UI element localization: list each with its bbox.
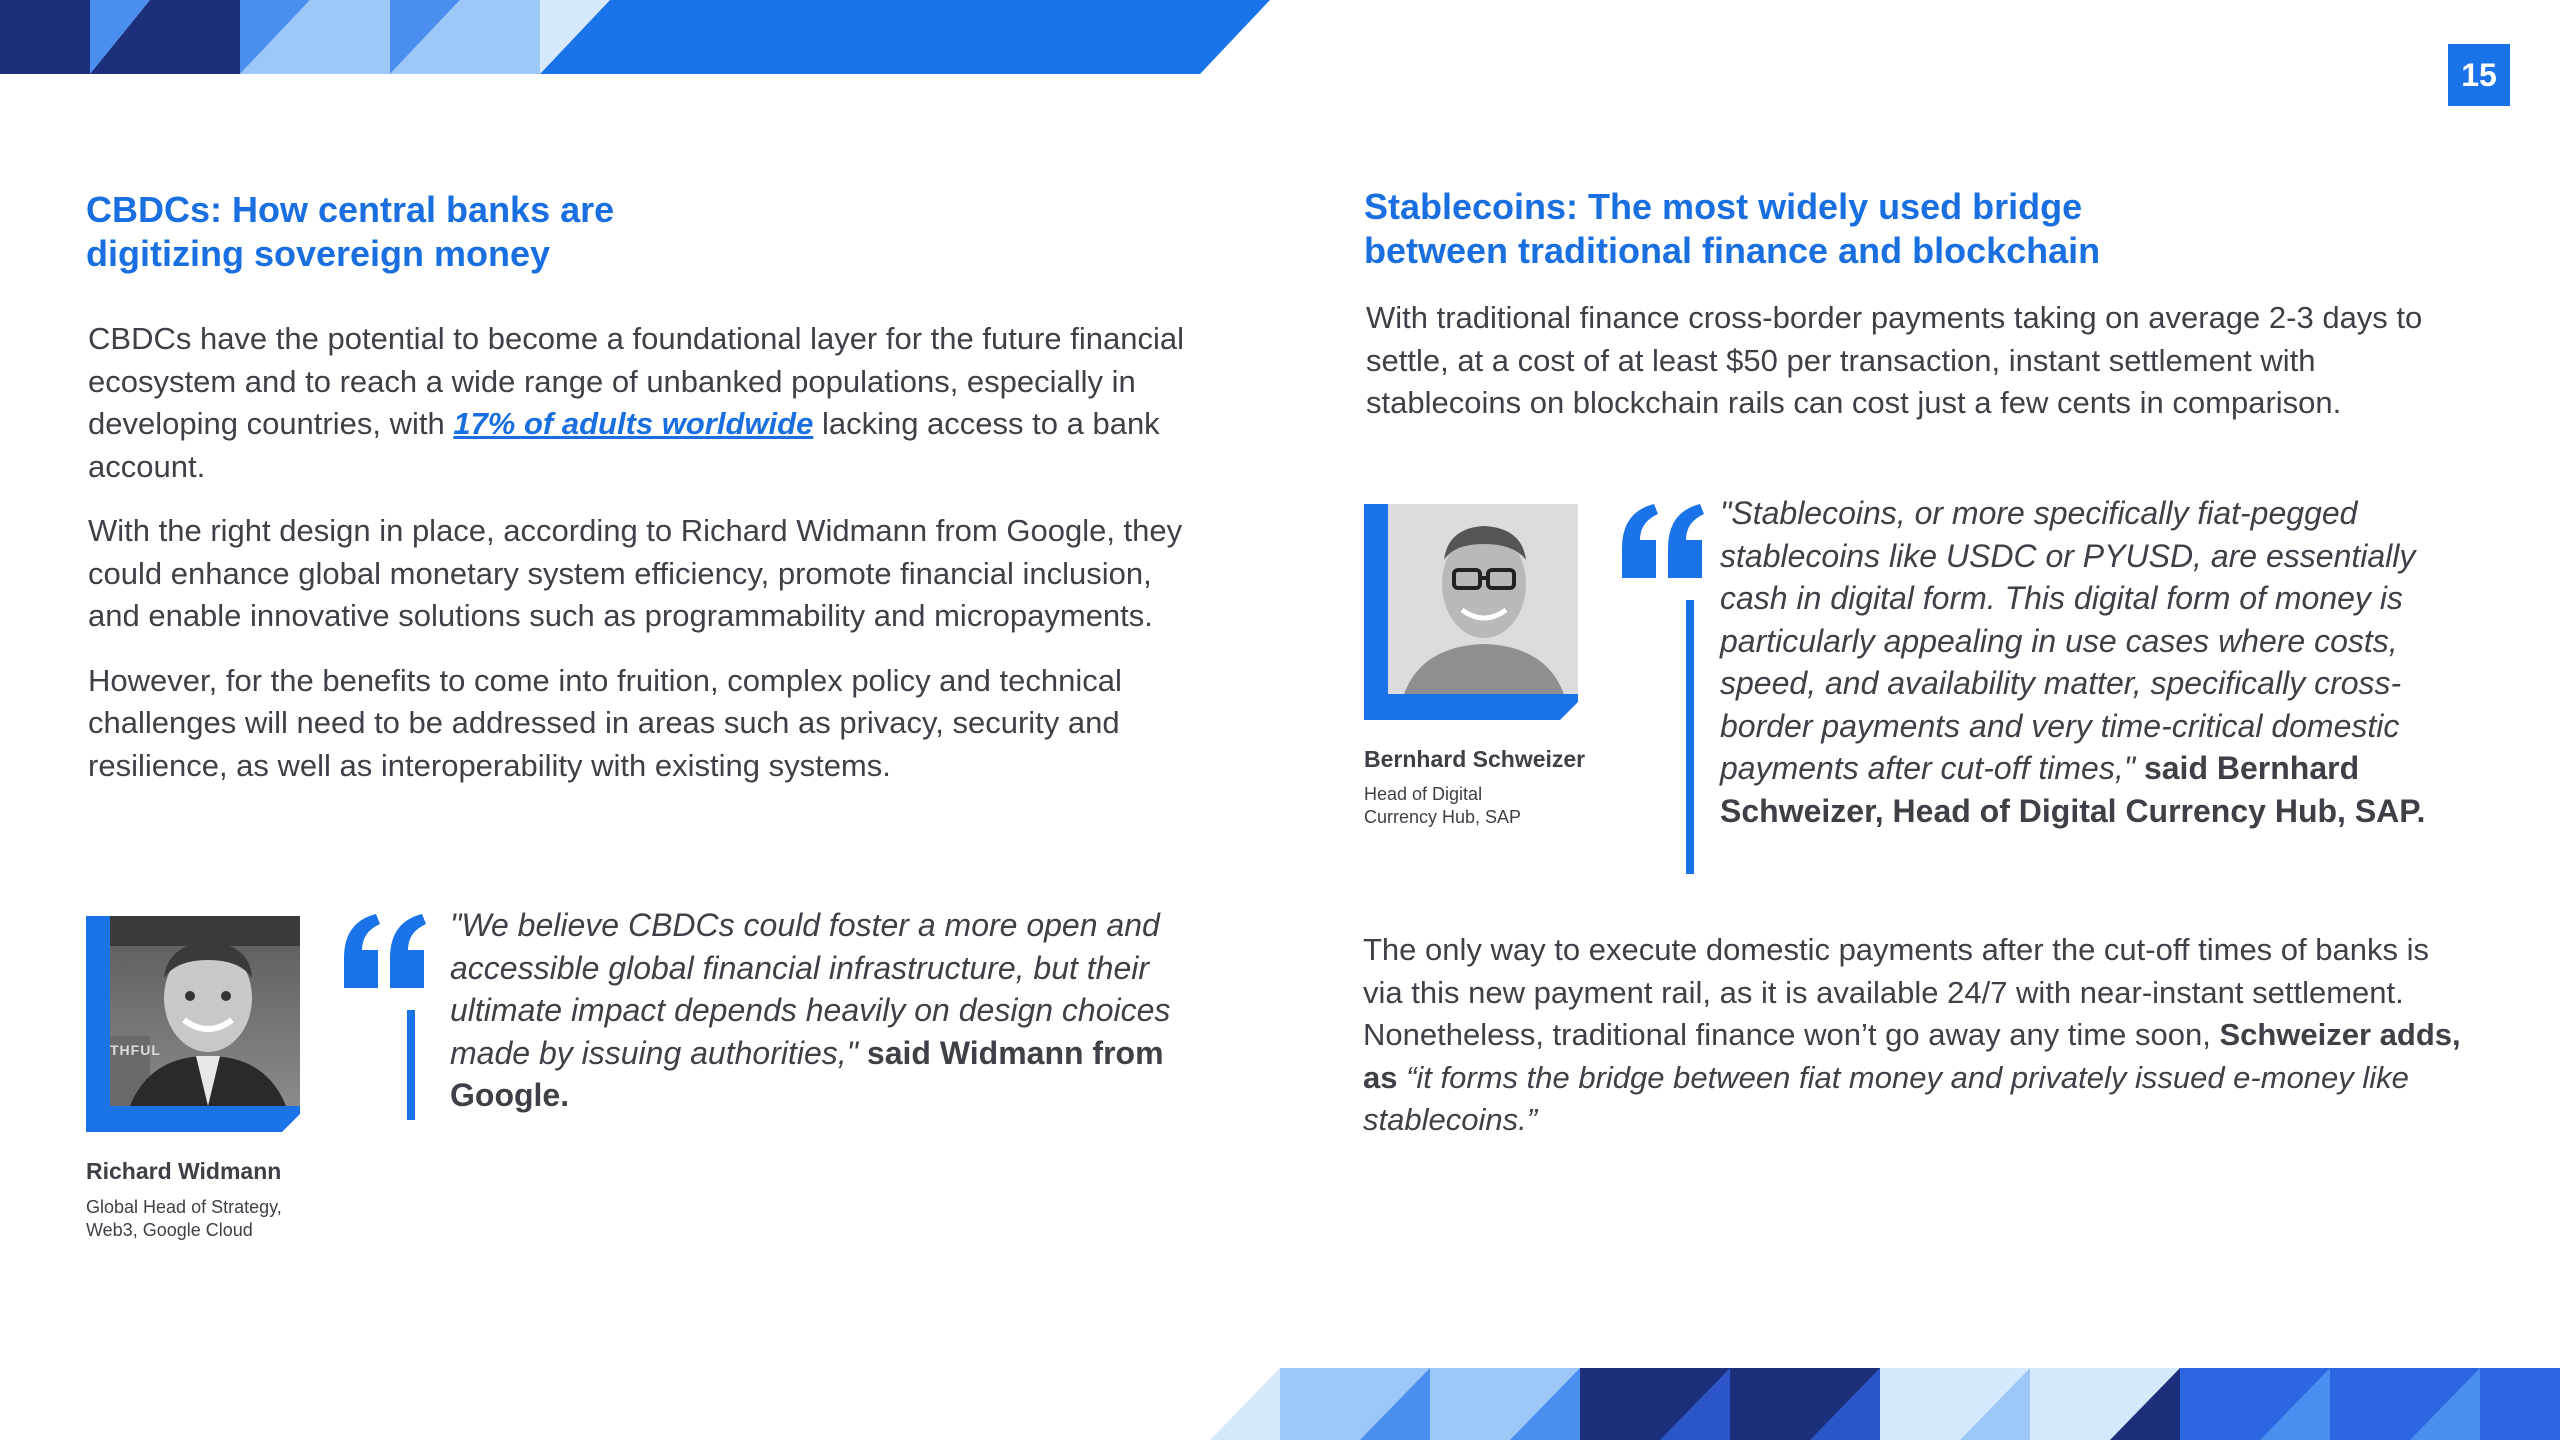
left-heading-line2: digitizing sovereign money <box>86 233 551 274</box>
right-heading-line2: between traditional finance and blockchain <box>1364 230 2101 271</box>
right-body-2 <box>1363 929 2473 1164</box>
right-heading-line1: Stablecoins: The most widely used bridge <box>1364 186 2083 227</box>
left-quote-attribution: said Widmann from Google. <box>450 1034 1164 1113</box>
right-role-line1: Head of Digital <box>1364 784 1483 804</box>
left-role-line1: Global Head of Strategy, <box>86 1197 282 1217</box>
left-person-name: Richard Widmann <box>86 1158 282 1184</box>
right-paragraph-2 <box>1363 929 2473 1142</box>
left-p1-before: CBDCs have the potential to become a foundational layer for the future financial ecosystem and to reach a wide range of unbanked populations, especially in developing countries, with <box>88 321 1184 441</box>
left-paragraph-1 <box>88 318 1188 488</box>
bottom-decorative-banner <box>1210 1368 2560 1440</box>
left-body <box>88 318 1188 809</box>
right-role-line2: Currency Hub, SAP <box>1364 807 1522 827</box>
right-person-role <box>1364 783 1521 829</box>
bernhard-schweizer-photo-frame <box>1364 504 1578 720</box>
right-p2-normal: The only way to execute domestic payments after the cut-off times of banks is via this new payment rail, as it is available 24/7 with near-instant settlement. Nonetheless, traditional finance won’t go away any time soon, <box>1363 932 2429 1052</box>
right-paragraph-1: With traditional finance cross-border payments taking on average 2-3 days to settle, at a cost of at least $50 per transaction, instant settlement with stablecoins on blockchain rails can cost just a few cents in comparison. <box>1366 300 2423 420</box>
photo-background-text: THFUL <box>110 1042 161 1058</box>
quote-icon <box>1618 500 1708 580</box>
left-heading <box>86 188 1186 276</box>
adults-worldwide-link[interactable]: 17% of adults worldwide <box>453 406 814 441</box>
right-quote-bar <box>1686 600 1694 874</box>
right-person-name: Bernhard Schweizer <box>1364 746 1586 772</box>
left-role-line2: Web3, Google Cloud <box>86 1220 253 1240</box>
right-p2-bold: Schweizer adds, as <box>1363 1017 2461 1095</box>
left-person-role <box>86 1196 282 1242</box>
left-quote-body: "We believe CBDCs could foster a more open and accessible global financial infrastructure, but their ultimate impact depends heavily on design choices made by issuing authorities," <box>450 907 1171 1071</box>
right-p2-italic: “it forms the bridge between fiat money and privately issued e-money like stablecoins.” <box>1363 1059 2409 1137</box>
left-paragraph-3: However, for the benefits to come into fruition, complex policy and technical challenges will need to be addressed in areas such as privacy, security and resilience, as well as interoperability with existing systems. <box>88 662 1122 783</box>
richard-widmann-photo-frame <box>86 916 300 1132</box>
left-heading-line1: CBDCs: How central banks are <box>86 189 615 230</box>
bernhard-schweizer-photo <box>1388 504 1578 694</box>
left-quote-bar <box>407 1010 415 1120</box>
right-quote-body: "Stablecoins, or more specifically fiat-pegged stablecoins like USDC or PYUSD, are essentially cash in digital form. This digital form of money is particularly appealing in use cases where costs, speed, and availability matter, specifically cross-border payments and very time-critical domestic payments after cut-off times," <box>1720 495 2416 786</box>
left-quote-text <box>450 904 1210 1117</box>
right-heading <box>1364 185 2464 273</box>
quote-icon <box>340 910 430 990</box>
right-quote-attribution: said Bernhard Schweizer, Head of Digital Currency Hub, SAP. <box>1720 750 2426 829</box>
left-p1-after: lacking access to a bank account. <box>88 406 1160 484</box>
page-number-badge: 15 <box>2448 44 2510 106</box>
top-decorative-banner <box>0 0 1280 74</box>
left-paragraph-2: With the right design in place, according to Richard Widmann from Google, they could enhance global monetary system efficiency, promote financial inclusion, and enable innovative solutions such as programmability and micropayments. <box>88 513 1183 633</box>
richard-widmann-photo <box>110 916 300 1106</box>
right-quote-text <box>1720 492 2460 832</box>
right-body <box>1366 297 2476 447</box>
